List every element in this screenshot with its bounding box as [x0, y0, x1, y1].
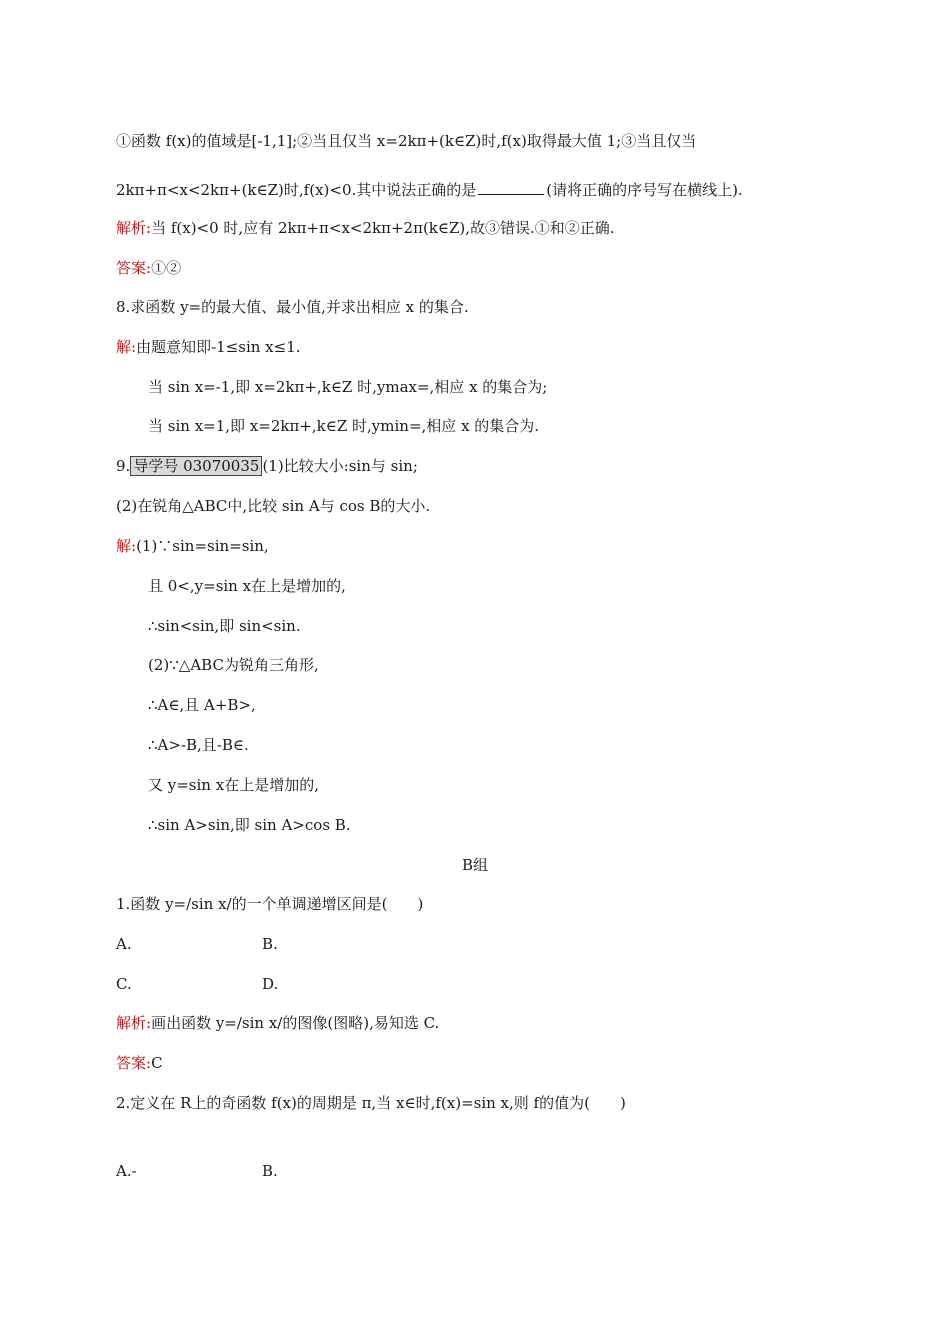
q9-solution-line7: 又 y=sin x在上是增加的, — [148, 776, 319, 794]
q9-reference-box: 导学号 03070035 — [130, 456, 262, 476]
b2-option-b: B. — [262, 1162, 278, 1180]
q9-stem — [116, 456, 418, 476]
q7-statements-line1: ①函数 f(x)的值域是[-1,1];②当且仅当 x=2kπ+(k∈Z)时,f(x)取得最大值 1;③当且仅当 — [116, 132, 697, 150]
q7-answer — [116, 258, 181, 278]
q9-part1: (1)比较大小:sin与 sin; — [262, 457, 418, 475]
answer-text: C — [151, 1054, 163, 1072]
answer-label: 答案: — [116, 259, 152, 277]
answer-text: ①② — [151, 259, 182, 277]
solution-label: 解: — [116, 338, 137, 356]
q9-solution-line4: (2)∵△ABC为锐角三角形, — [148, 656, 319, 674]
analysis-text: 画出函数 y=/sin x/的图像(图略),易知选 C. — [151, 1014, 440, 1032]
solution-label: 解: — [116, 537, 137, 555]
q9-solution-line6: ∴A>-B,且-B∈. — [148, 736, 249, 754]
b1-stem: 1.函数 y=/sin x/的一个单调递增区间是( ) — [116, 895, 424, 913]
b1-answer — [116, 1053, 163, 1073]
q9-solution-line8: ∴sin A>sin,即 sin A>cos B. — [148, 816, 351, 834]
q9-number: 9. — [116, 457, 131, 475]
q8-solution-line1 — [116, 337, 301, 357]
q9-part2: (2)在锐角△ABC中,比较 sin A与 cos B的大小. — [116, 497, 431, 515]
b2-stem: 2.定义在 R上的奇函数 f(x)的周期是 π,当 x∈时,f(x)=sin x,则 f的值为( ) — [116, 1094, 626, 1112]
option-a: A. — [116, 935, 132, 953]
q9-solution-line5: ∴A∈,且 A+B>, — [148, 696, 256, 714]
q7-statements-line2 — [116, 180, 743, 200]
answer-label: 答案: — [116, 1054, 152, 1072]
q7-analysis — [116, 218, 615, 238]
group-b-heading: B组 — [461, 856, 489, 874]
b1-option-d: D. — [262, 975, 279, 993]
b1-analysis — [116, 1013, 439, 1033]
b1-option-b: B. — [262, 935, 278, 953]
q7-line2-text: 2kπ+π<x<2kπ+(k∈Z)时,f(x)<0.其中说法正确的是 — [116, 181, 477, 199]
q8-solution-line2: 当 sin x=-1,即 x=2kπ+,k∈Z 时,ymax=,相应 x 的集合为; — [148, 378, 548, 396]
q8-solution-line3: 当 sin x=1,即 x=2kπ+,k∈Z 时,ymin=,相应 x 的集合为. — [148, 417, 540, 435]
q9-solution-line1 — [116, 536, 269, 556]
answer-blank — [478, 180, 544, 195]
solution-text: (1)∵sin=sin=sin, — [136, 537, 269, 555]
analysis-label: 解析: — [116, 1014, 152, 1032]
b1-options-row1 — [116, 934, 132, 954]
b1-option-c: C. — [116, 975, 132, 993]
solution-text: 由题意知即-1≤sin x≤1. — [136, 338, 301, 356]
analysis-text: 当 f(x)<0 时,应有 2kπ+π<x<2kπ+2π(k∈Z),故③错误.①和②正确. — [151, 219, 615, 237]
q8-stem: 8.求函数 y=的最大值、最小值,并求出相应 x 的集合. — [116, 298, 469, 316]
q7-line2-tail: (请将正确的序号写在横线上). — [546, 181, 743, 199]
analysis-label: 解析: — [116, 219, 152, 237]
q9-solution-line2: 且 0<,y=sin x在上是增加的, — [148, 577, 346, 595]
q9-solution-line3: ∴sin<sin,即 sin<sin. — [148, 617, 301, 635]
b2-option-a: A.- — [116, 1162, 137, 1180]
